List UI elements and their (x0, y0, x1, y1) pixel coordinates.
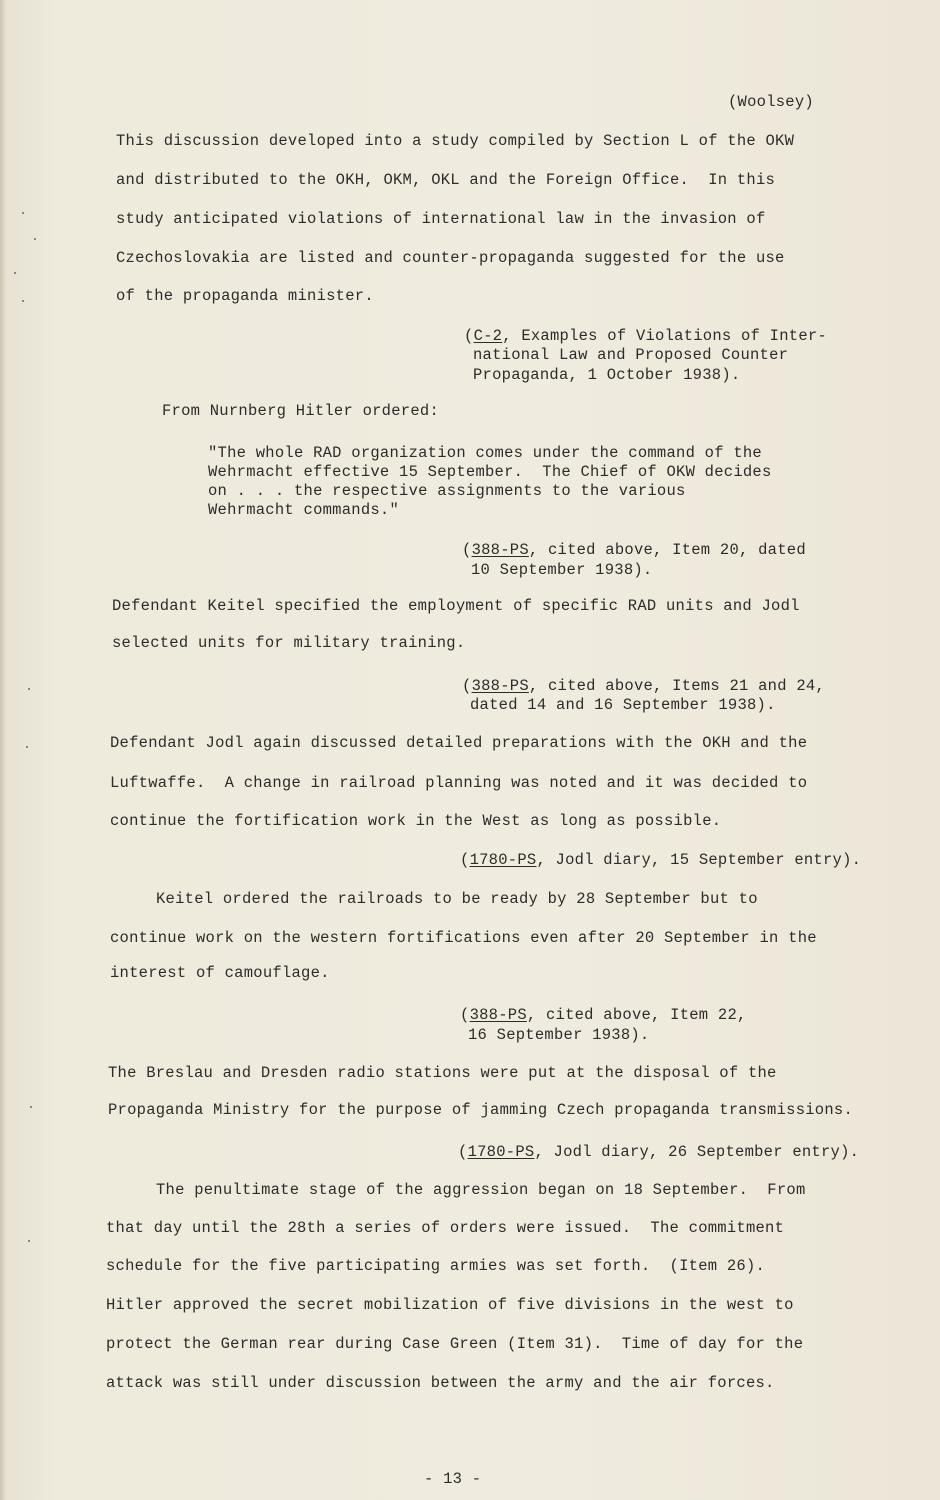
paragraph-line: interest of camouflage. (110, 964, 330, 982)
paragraph-line: Propaganda Ministry for the purpose of jamming Czech propaganda transmissions. (108, 1101, 854, 1119)
paragraph-line: Czechoslovakia are listed and counter-propaganda suggested for the use (116, 249, 785, 267)
citation-line: national Law and Proposed Counter (473, 346, 789, 364)
document-reference: 388-PS (471, 677, 529, 695)
citation: (388-PS, cited above, Item 20, dated (462, 541, 806, 559)
citation: (388-PS, cited above, Item 22, (460, 1006, 747, 1024)
margin-speck (26, 746, 28, 748)
margin-speck (28, 1240, 30, 1242)
quote-line: "The whole RAD organization comes under the command of the (208, 444, 762, 462)
quote-line: Wehrmacht effective 15 September. The Chief of OKW decides (208, 463, 772, 481)
paragraph-line: attack was still under discussion between the army and the air forces. (106, 1374, 775, 1392)
margin-speck (22, 300, 24, 302)
author-attribution: (Woolsey) (728, 93, 814, 111)
document-reference: C-2 (473, 327, 503, 345)
document-reference: 388-PS (471, 541, 529, 559)
citation: (C-2, Examples of Violations of Inter- (464, 327, 827, 345)
citation-line: 10 September 1938). (471, 561, 653, 579)
document-reference: 1780-PS (469, 851, 537, 869)
paragraph-line: Defendant Keitel specified the employment of specific RAD units and Jodl (112, 597, 800, 615)
quote-line: on . . . the respective assignments to the various (208, 482, 686, 500)
citation: (388-PS, cited above, Items 21 and 24, (462, 677, 825, 695)
paragraph-line: Keitel ordered the railroads to be ready by 28 September but to (156, 890, 758, 908)
paragraph-line: protect the German rear during Case Green (Item 31). Time of day for the (106, 1335, 804, 1353)
margin-speck (22, 212, 24, 214)
margin-speck (28, 688, 30, 690)
citation-line: 16 September 1938). (468, 1026, 650, 1044)
paragraph-line: continue the fortification work in the West as long as possible. (110, 812, 722, 830)
page-edge-shadow (0, 0, 6, 1500)
paragraph-line: Hitler approved the secret mobilization of five divisions in the west to (106, 1296, 794, 1314)
paragraph-line: This discussion developed into a study compiled by Section L of the OKW (116, 132, 795, 150)
paragraph-line: Luftwaffe. A change in railroad planning was noted and it was decided to (110, 774, 808, 792)
page-number: - 13 - (424, 1470, 482, 1488)
paragraph-line: and distributed to the OKH, OKM, OKL and the Foreign Office. In this (116, 171, 776, 189)
quote-line: Wehrmacht commands." (208, 501, 400, 519)
paragraph-line: The penultimate stage of the aggression began on 18 September. From (156, 1181, 806, 1199)
margin-speck (30, 1106, 32, 1108)
citation: (1780-PS, Jodl diary, 15 September entry). (460, 851, 862, 869)
document-reference: 388-PS (469, 1006, 527, 1024)
paragraph-line: schedule for the five participating armies was set forth. (Item 26). (106, 1257, 766, 1275)
citation-line: dated 14 and 16 September 1938). (470, 696, 776, 714)
document-reference: 1780-PS (467, 1143, 535, 1161)
paragraph-line: Defendant Jodl again discussed detailed preparations with the OKH and the (110, 734, 808, 752)
paragraph-line: study anticipated violations of international law in the invasion of (116, 210, 766, 228)
paragraph-line: that day until the 28th a series of orders were issued. The commitment (106, 1219, 785, 1237)
margin-speck (34, 238, 36, 240)
citation-line: Propaganda, 1 October 1938). (473, 366, 741, 384)
paragraph-line: From Nurnberg Hitler ordered: (162, 402, 439, 420)
margin-speck (14, 272, 16, 274)
paragraph-line: selected units for military training. (112, 634, 466, 652)
paragraph-line: of the propaganda minister. (116, 287, 374, 305)
citation: (1780-PS, Jodl diary, 26 September entry). (458, 1143, 860, 1161)
paragraph-line: The Breslau and Dresden radio stations were put at the disposal of the (108, 1064, 777, 1082)
paragraph-line: continue work on the western fortifications even after 20 September in the (110, 929, 817, 947)
